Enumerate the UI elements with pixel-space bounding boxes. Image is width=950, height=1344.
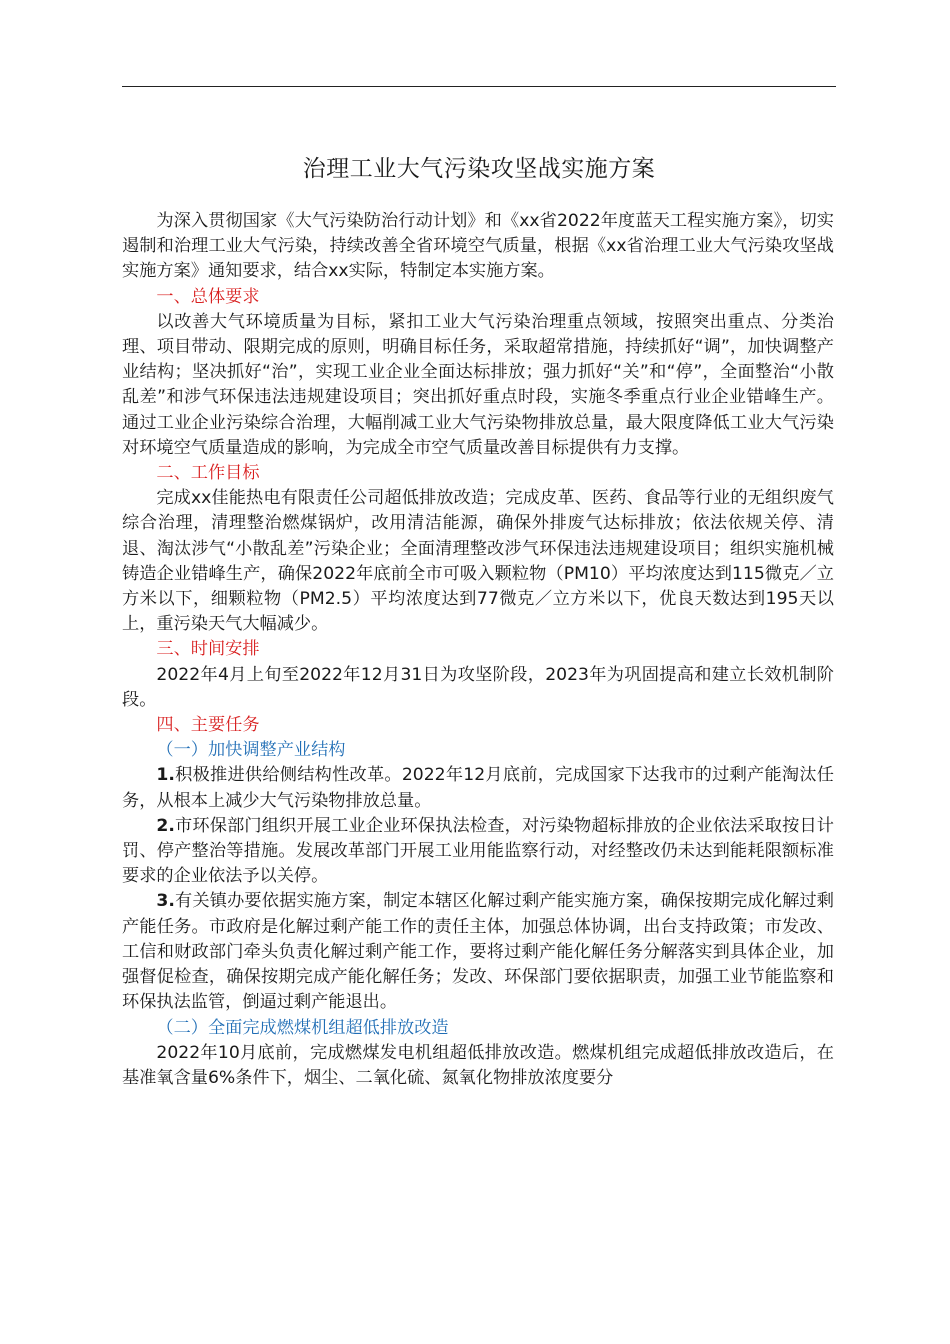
ultra-low-emission-paragraph: 2022年10月底前，完成燃煤发电机组超低排放改造。燃煤机组完成超低排放改造后，在基准氧含量6%条件下，烟尘、二氧化硫、氮氧化物排放浓度要分 bbox=[122, 1042, 834, 1088]
header-rule bbox=[122, 86, 836, 87]
task-item-2-text: 市环保部门组织开展工业企业环保执法检查，对污染物超标排放的企业依法采取按日计罚、停产整治等措施。发展改革部门开展工业用能监察行动，对经整改仍未达到能耗限额标准要求的企业依法予以关停。 bbox=[122, 815, 834, 887]
section-heading-schedule: 三、时间安排 bbox=[156, 639, 260, 660]
task-item-1-text: 积极推进供给侧结构性改革。2022年12月底前，完成国家下达我市的过剩产能淘汰任务，从根本上减少大气污染物排放总量。 bbox=[122, 765, 834, 811]
document-body bbox=[122, 209, 834, 1091]
work-goals-paragraph: 完成xx佳能热电有限责任公司超低排放改造；完成皮革、医药、食品等行业的无组织废气综合治理，清理整治燃煤锅炉，改用清洁能源，确保外排废气达标排放；依法依规关停、清退、淘汰涉气“小散乱差”污染企业；全面清理整改涉气环保违法违规建设项目；组织实施机械铸造企业错峰生产，确保2022年底前全市可吸入颗粒物（PM10）平均浓度达到115微克／立方米以下，细颗粒物（PM2.5）平均浓度达到77微克／立方米以下，优良天数达到195天以上，重污染天气大幅减少。 bbox=[122, 488, 834, 635]
subsection-heading-ultra-low-emission: （二）全面完成燃煤机组超低排放改造 bbox=[156, 1017, 449, 1038]
task-item-2 bbox=[122, 814, 834, 890]
section-heading-general-requirements: 一、总体要求 bbox=[156, 286, 260, 307]
schedule-paragraph: 2022年4月上旬至2022年12月31日为攻坚阶段，2023年为巩固提高和建立长效机制阶段。 bbox=[122, 664, 834, 710]
task-item-1-number: 1. bbox=[156, 765, 175, 786]
task-item-3 bbox=[122, 889, 834, 1015]
intro-paragraph: 为深入贯彻国家《大气污染防治行动计划》和《xx省2022年度蓝天工程实施方案》，切实遏制和治理工业大气污染，持续改善全省环境空气质量，根据《xx省治理工业大气污染攻坚战实施方案》通知要求，结合xx实际，特制定本实施方案。 bbox=[122, 211, 834, 282]
document-title: 治理工业大气污染攻坚战实施方案 bbox=[302, 156, 656, 182]
section-heading-work-goals: 二、工作目标 bbox=[156, 463, 260, 484]
section-heading-main-tasks: 四、主要任务 bbox=[156, 715, 260, 736]
task-item-2-number: 2. bbox=[156, 815, 175, 836]
task-item-3-text: 有关镇办要依据实施方案，制定本辖区化解过剩产能实施方案，确保按期完成化解过剩产能任务。市政府是化解过剩产能工作的责任主体，加强总体协调，出台支持政策；市发改、工信和财政部门牵头负责化解过剩产能工作，要将过剩产能化解任务分解落实到具体企业，加强督促检查，确保按期完成产能化解任务；发改、环保部门要依据职责，加强工业节能监察和环保执法监管，倒逼过剩产能退出。 bbox=[122, 891, 834, 1013]
general-requirements-paragraph: 以改善大气环境质量为目标，紧扣工业大气污染治理重点领域，按照突出重点、分类治理、项目带动、限期完成的原则，明确目标任务，采取超常措施，持续抓好“调”，加快调整产业结构；坚决抓好“治”，实现工业企业全面达标排放；强力抓好“关”和“停”，全面整治“小散乱差”和涉气环保违法违规建设项目；突出抓好重点时段，实施冬季重点行业企业错峰生产。通过工业企业污染综合治理，大幅削减工业大气污染物排放总量，最大限度降低工业大气污染对环境空气质量造成的影响，为完成全市空气质量改善目标提供有力支撑。 bbox=[122, 311, 834, 458]
task-item-1 bbox=[122, 763, 834, 813]
subsection-heading-industrial-structure: （一）加快调整产业结构 bbox=[156, 740, 346, 761]
task-item-3-number: 3. bbox=[156, 891, 175, 912]
